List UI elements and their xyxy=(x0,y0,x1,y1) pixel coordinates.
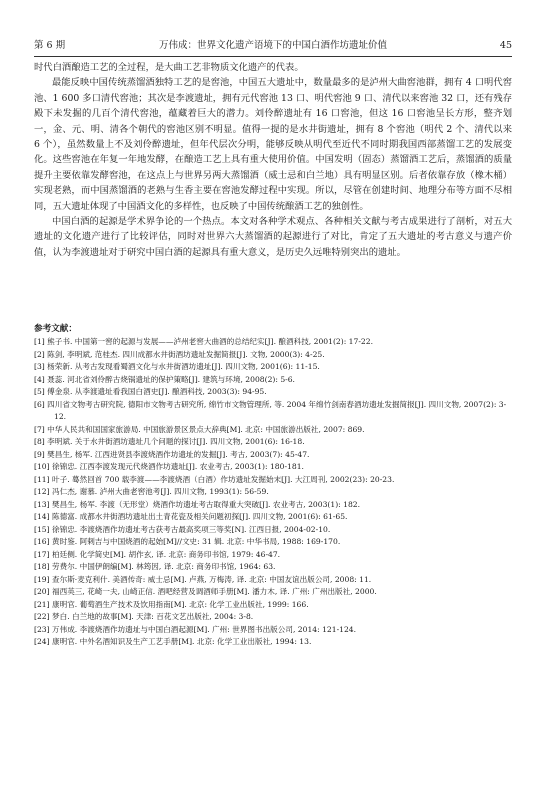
reference-item: [22] 梦白. 白兰地的故事[M]. 天津: 百花文艺出版社, 2004: 3-8. xyxy=(34,612,254,621)
reference-item: [24] 康明官. 中外名酒知识及生产工艺手册[M]. 北京: 化学工业出版社, 1994: 13. xyxy=(34,637,312,646)
reference-item: [23] 万伟成. 李渡烧酒作坊遗址与中国白酒起源[M]. 广州: 世界图书出版公司, 2014: 121-124. xyxy=(34,624,357,634)
issue-number: 第 6 期 xyxy=(34,40,66,51)
reference-list xyxy=(34,336,512,649)
paragraph-conclusion: 中国白酒的起源是学术界争论的一个热点。本文对各种学术观点、各种相关文献与考古成果进行了剖析，对五大遗址的文化遗产进行了比较评估，同时对世界六大蒸馏酒的起源进行了对比，肯定了五大遗址的考古意义与遗产价值，认为李渡遗址对于研究中国白酒的起源具有重大意义，是历史久远唯特别突出的遗址。 xyxy=(34,216,512,258)
reference-item: [17] 柏廷侧. 化学简史[M]. 胡作玄, 译. 北京: 商务印书馆, 1979: 46-47. xyxy=(34,549,281,559)
paragraph-continuation: 时代白酒酿造工艺的全过程，是大曲工艺非物质文化遗产的代表。 xyxy=(34,62,304,73)
reference-item: [18] 劳费尔. 中国伊朗编[M]. 林筠因, 译. 北京: 商务印书馆, 1964: 63. xyxy=(34,562,276,571)
reference-item: [19] 查尔斯·麦克利什. 美酒传奇: 威士忌[M]. 卢燕, 万梅涛, 译. 北京: 中国友谊出版公司, 2008: 11. xyxy=(34,574,372,584)
reference-item: [1] 熊子书. 中国第一窖的起源与发展——泸州老窖大曲酒的总结纪实[J]. 酿酒科技, 2001(2): 17-22. xyxy=(34,337,373,346)
reference-item: [20] 福西英三, 花崎一夫, 山崎正信. 酒吧经营及调酒师手册[M]. 潘力木, 译. 广州: 广州出版社, 2000. xyxy=(34,587,377,596)
reference-item: [2] 陈剑, 李明斌, 范桂杰. 四川成都水井街酒坊遗址发掘简报[J]. 文物, 2000(3): 4-25. xyxy=(34,349,325,359)
references-heading: 参考文献： xyxy=(34,324,77,334)
article-body xyxy=(34,60,512,260)
reference-item: [7] 中华人民共和国国家旅游局. 中国旅游景区景点大辞典[M]. 北京: 中国旅游出版社, 2007: 869. xyxy=(34,424,365,434)
running-title: 万伟成：世界文化遗产语境下的中国白酒作坊遗址价值 xyxy=(158,40,387,51)
reference-item: [15] 徐锦忠. 李渡烧酒作坊遗址考古获考古最高奖项三等奖[N]. 江西日报, 2004-02-10. xyxy=(34,524,331,534)
reference-item: [3] 杨荣新. 从考古发现看蜀酒文化与水井街酒坊遗址[J]. 四川文物, 2001(6): 11-15. xyxy=(34,362,320,371)
reference-item: [11] 叶子. 蓦然回首 700 载李渡——李渡烧酒（白酒）作坊遗址发掘始末[J]. 大江周刊, 2002(23): 20-23. xyxy=(34,474,395,484)
reference-item: [13] 樊昌生, 杨军. 李渡（无形堂）烧酒作坊遗址考古取得重大突破[J]. 农业考古, 2003(1): 182. xyxy=(34,499,361,509)
page-number: 45 xyxy=(499,40,512,51)
reference-item: [16] 黄时鉴. 阿剌吉与中国烧酒的起始[M]//文史: 31 辑. 北京: 中华书局, 1988: 169-170. xyxy=(34,537,341,546)
reference-item: [12] 冯仁杰, 谢慕. 泸州大曲老窖池考[J]. 四川文物, 1993(1): 56-59. xyxy=(34,487,269,496)
reference-item: [4] 聂蕊. 河北省刘伶醉古烧锅遗址的保护策略[J]. 建筑与环境, 2008(2): 5-6. xyxy=(34,374,295,384)
running-header xyxy=(34,38,512,57)
reference-item: [6] 四川省文物考古研究院, 德阳市文物考古研究所, 绵竹市文物管理所, 等. 2004 年绵竹剑南春酒坊遗址发掘简报[J]. 四川文物, 2007(2): 3-12. xyxy=(34,399,507,421)
reference-item: [9] 樊昌生, 杨军. 江西进贤县李渡烧酒作坊遗址的发掘[J]. 考古, 2003(7): 45-47. xyxy=(34,449,310,459)
paragraph-cellar-comparison: 最能反映中国传统蒸馏酒独特工艺的是窖池，中国五大遗址中，数量最多的是泸州大曲窖池群，拥有 4 口明代窖池、1 600 多口清代窖池；其次是李渡遗址，拥有元代窖池 13 口、明代窖池 9 口、清代以来窖池 32 口，还有残存殿下未发掘的几百个清代窖池，蕴藏着巨大的潜力。刘伶醉遗址有 16 口窖池，但这 16 口窖池呈长方形，整齐划一，金、元、明、清各个朝代的窖池区别不明显。值得一提的是水井街遗址，拥有 8 个窖池（明代 2 个、清代以来 6 个），虽然数量上不及刘伶醉遗址，但年代层次分明，能够反映从明代至近代不同时期我国西部蒸馏工艺的发展变化。这些窖池在年复一年地发酵，在酿造工艺上具有重大使用价值。中国发明（固态）蒸馏酒工艺后，蒸馏酒的质量提升主要依靠发酵窖池，在这点上与世界另两大蒸馏酒（威士忌和白兰地）具有明显区别。后者依靠存放（橡木桶）实现老熟，而中国蒸馏酒的老熟与生香主要在窖池发酵过程中实现。所以，尽管在创建时间、地理分布等方面不尽相同，五大遗址体现了中国酒文化的多样性，也反映了中国传统酿酒工艺的独创性。 xyxy=(34,77,512,212)
reference-item: [5] 傅金泉. 从李渡遗址看我国白酒史[J]. 酿酒科技, 2003(3): 94-95. xyxy=(34,387,267,396)
reference-item: [21] 康明官. 葡萄酒生产技术及饮用指南[M]. 北京: 化学工业出版社, 1999: 166. xyxy=(34,599,309,609)
reference-item: [10] 徐锦忠. 江西李渡发现元代烧酒作坊遗址[J]. 农业考古, 2003(1): 180-181. xyxy=(34,462,304,471)
reference-item: [8] 李明斌. 关于水井街酒坊遗址几个问题的探讨[J]. 四川文物, 2001(6): 16-18. xyxy=(34,437,305,446)
reference-item: [14] 陈德富. 成都水井街酒坊遗址出土青花瓷及相关问题初探[J]. 四川文物, 2001(6): 61-65. xyxy=(34,512,348,521)
